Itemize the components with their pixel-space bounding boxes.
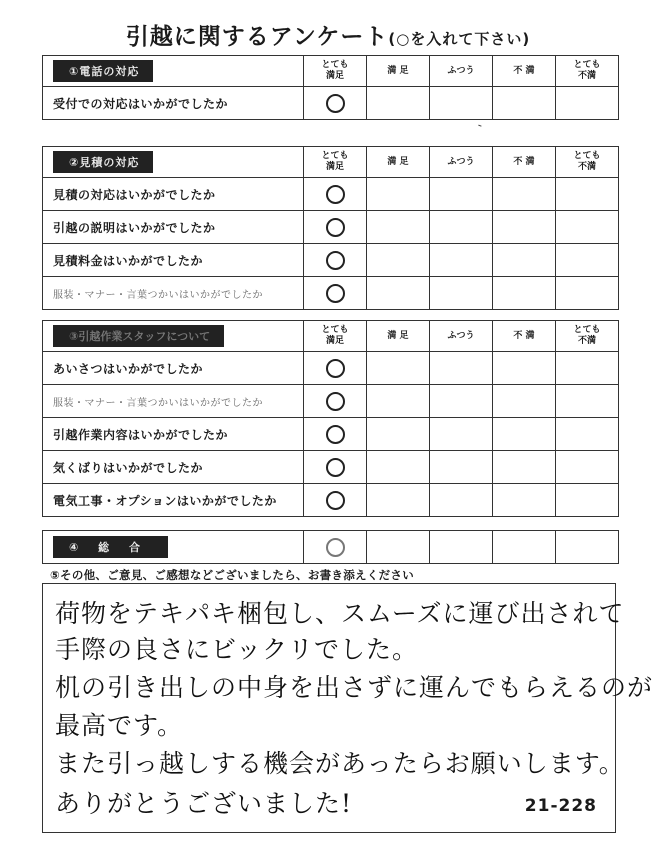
comment-box[interactable] xyxy=(42,583,654,833)
rating-cell[interactable] xyxy=(430,277,493,310)
rating-cell[interactable] xyxy=(430,531,493,564)
rating-cell[interactable] xyxy=(556,451,619,484)
comment-line: 手際の良さにビックリでした。 xyxy=(55,635,419,664)
comment-line: 机の引き出しの中身を出さずに運んでもらえるのが xyxy=(55,673,654,702)
section-overall xyxy=(42,530,619,564)
question-row xyxy=(43,244,619,277)
question-text: あいさつはいかがでしたか xyxy=(43,352,304,385)
rating-cell[interactable] xyxy=(304,385,367,418)
rating-cell[interactable] xyxy=(304,211,367,244)
rating-cell[interactable] xyxy=(430,451,493,484)
question-row xyxy=(43,385,619,418)
comment-line: ありがとうございました! xyxy=(55,789,353,818)
comment-line: 最高です。 xyxy=(55,711,184,740)
rating-cell[interactable] xyxy=(367,244,430,277)
rating-cell[interactable] xyxy=(430,211,493,244)
question-row xyxy=(43,352,619,385)
section-estimate xyxy=(42,146,619,310)
circle-mark-icon xyxy=(326,218,345,237)
rating-header: とても 不満 xyxy=(556,321,619,352)
rating-cell[interactable] xyxy=(304,451,367,484)
circle-mark-icon xyxy=(326,359,345,378)
question-text: 気くばりはいかがでしたか xyxy=(43,451,304,484)
circle-mark-icon xyxy=(326,458,345,477)
question-text: 見積の対応はいかがでしたか xyxy=(43,178,304,211)
question-row xyxy=(43,531,619,564)
rating-cell[interactable] xyxy=(493,451,556,484)
section-header-phone: ①電話の対応 xyxy=(53,60,153,82)
rating-cell[interactable] xyxy=(367,352,430,385)
section-header-estimate: ②見積の対応 xyxy=(53,151,153,173)
rating-cell[interactable] xyxy=(304,277,367,310)
section-header-overall: ④ 総 合 xyxy=(53,536,168,558)
rating-cell[interactable] xyxy=(556,484,619,517)
question-row xyxy=(43,277,619,310)
rating-header: ふつう xyxy=(430,321,493,352)
question-row xyxy=(43,451,619,484)
rating-header: ふつう xyxy=(430,56,493,87)
question-text: 電気工事・オプションはいかがでしたか xyxy=(43,484,304,517)
rating-cell[interactable] xyxy=(430,418,493,451)
rating-cell[interactable] xyxy=(493,277,556,310)
rating-cell[interactable] xyxy=(493,244,556,277)
rating-cell[interactable] xyxy=(556,211,619,244)
rating-cell[interactable] xyxy=(430,484,493,517)
rating-cell[interactable] xyxy=(367,277,430,310)
section-staff xyxy=(42,320,619,517)
circle-mark-icon xyxy=(326,392,345,411)
rating-cell[interactable] xyxy=(367,385,430,418)
rating-cell[interactable] xyxy=(367,531,430,564)
rating-cell[interactable] xyxy=(556,531,619,564)
rating-cell[interactable] xyxy=(493,87,556,120)
rating-cell[interactable] xyxy=(556,418,619,451)
rating-cell[interactable] xyxy=(304,352,367,385)
comment-line: 荷物をテキパキ梱包し、スムーズに運び出されて xyxy=(55,599,625,628)
rating-cell[interactable] xyxy=(430,178,493,211)
circle-mark-icon xyxy=(326,185,345,204)
question-text: 引越の説明はいかがでしたか xyxy=(43,211,304,244)
rating-cell[interactable] xyxy=(556,87,619,120)
rating-header: 満 足 xyxy=(367,147,430,178)
section-header-staff: ③引越作業スタッフについて xyxy=(53,325,224,347)
title-instruction: (○を入れて下さい) xyxy=(388,30,531,48)
rating-header: とても 不満 xyxy=(556,56,619,87)
rating-cell[interactable] xyxy=(556,178,619,211)
question-row xyxy=(43,178,619,211)
rating-header: とても 満足 xyxy=(304,147,367,178)
rating-cell[interactable] xyxy=(304,418,367,451)
rating-cell[interactable] xyxy=(430,87,493,120)
question-row xyxy=(43,418,619,451)
circle-mark-icon xyxy=(326,491,345,510)
rating-cell[interactable] xyxy=(304,531,367,564)
rating-cell[interactable] xyxy=(304,484,367,517)
rating-cell[interactable] xyxy=(430,385,493,418)
rating-cell[interactable] xyxy=(367,418,430,451)
circle-mark-icon xyxy=(326,94,345,113)
rating-cell[interactable] xyxy=(493,352,556,385)
question-text: 受付での対応はいかがでしたか xyxy=(43,87,304,120)
comment-line: また引っ越しする機会があったらお願いします。 xyxy=(55,749,625,778)
circle-mark-icon xyxy=(326,284,345,303)
rating-header: 満 足 xyxy=(367,321,430,352)
rating-cell[interactable] xyxy=(493,385,556,418)
question-text: 見積料金はいかがでしたか xyxy=(43,244,304,277)
rating-cell[interactable] xyxy=(493,178,556,211)
page-title xyxy=(0,18,656,51)
rating-cell[interactable] xyxy=(493,418,556,451)
rating-cell[interactable] xyxy=(367,87,430,120)
section-phone xyxy=(42,55,619,120)
title-main: 引越に関するアンケート xyxy=(125,24,389,50)
question-text: 服装・マナー・言葉つかいはいかがでしたか xyxy=(43,277,304,310)
rating-header: 不 満 xyxy=(493,147,556,178)
rating-cell[interactable] xyxy=(367,451,430,484)
rating-cell[interactable] xyxy=(367,484,430,517)
form-code: 21-228 xyxy=(524,796,597,816)
rating-cell[interactable] xyxy=(556,352,619,385)
comment-prompt: ⑤その他、ご意見、ご感想などございましたら、お書き添えください xyxy=(50,568,415,582)
question-text: 服装・マナー・言葉つかいはいかがでしたか xyxy=(43,385,304,418)
rating-header: とても 満足 xyxy=(304,321,367,352)
rating-cell[interactable] xyxy=(304,244,367,277)
stray-mark-icon: ‐ xyxy=(475,117,485,133)
rating-cell[interactable] xyxy=(493,531,556,564)
rating-cell[interactable] xyxy=(304,178,367,211)
rating-cell[interactable] xyxy=(367,178,430,211)
rating-cell[interactable] xyxy=(556,244,619,277)
rating-header: ふつう xyxy=(430,147,493,178)
rating-cell[interactable] xyxy=(556,385,619,418)
question-row xyxy=(43,87,619,120)
rating-cell[interactable] xyxy=(556,277,619,310)
question-row xyxy=(43,484,619,517)
circle-mark-icon xyxy=(326,538,345,557)
question-row xyxy=(43,211,619,244)
rating-header: 不 満 xyxy=(493,321,556,352)
circle-mark-icon xyxy=(326,251,345,270)
rating-header: 満 足 xyxy=(367,56,430,87)
rating-cell[interactable] xyxy=(493,484,556,517)
rating-cell[interactable] xyxy=(430,244,493,277)
circle-mark-icon xyxy=(326,425,345,444)
rating-cell[interactable] xyxy=(304,87,367,120)
rating-header: とても 不満 xyxy=(556,147,619,178)
rating-cell[interactable] xyxy=(493,211,556,244)
rating-cell[interactable] xyxy=(367,211,430,244)
rating-header: とても 満足 xyxy=(304,56,367,87)
rating-header: 不 満 xyxy=(493,56,556,87)
question-text: 引越作業内容はいかがでしたか xyxy=(43,418,304,451)
rating-cell[interactable] xyxy=(430,352,493,385)
